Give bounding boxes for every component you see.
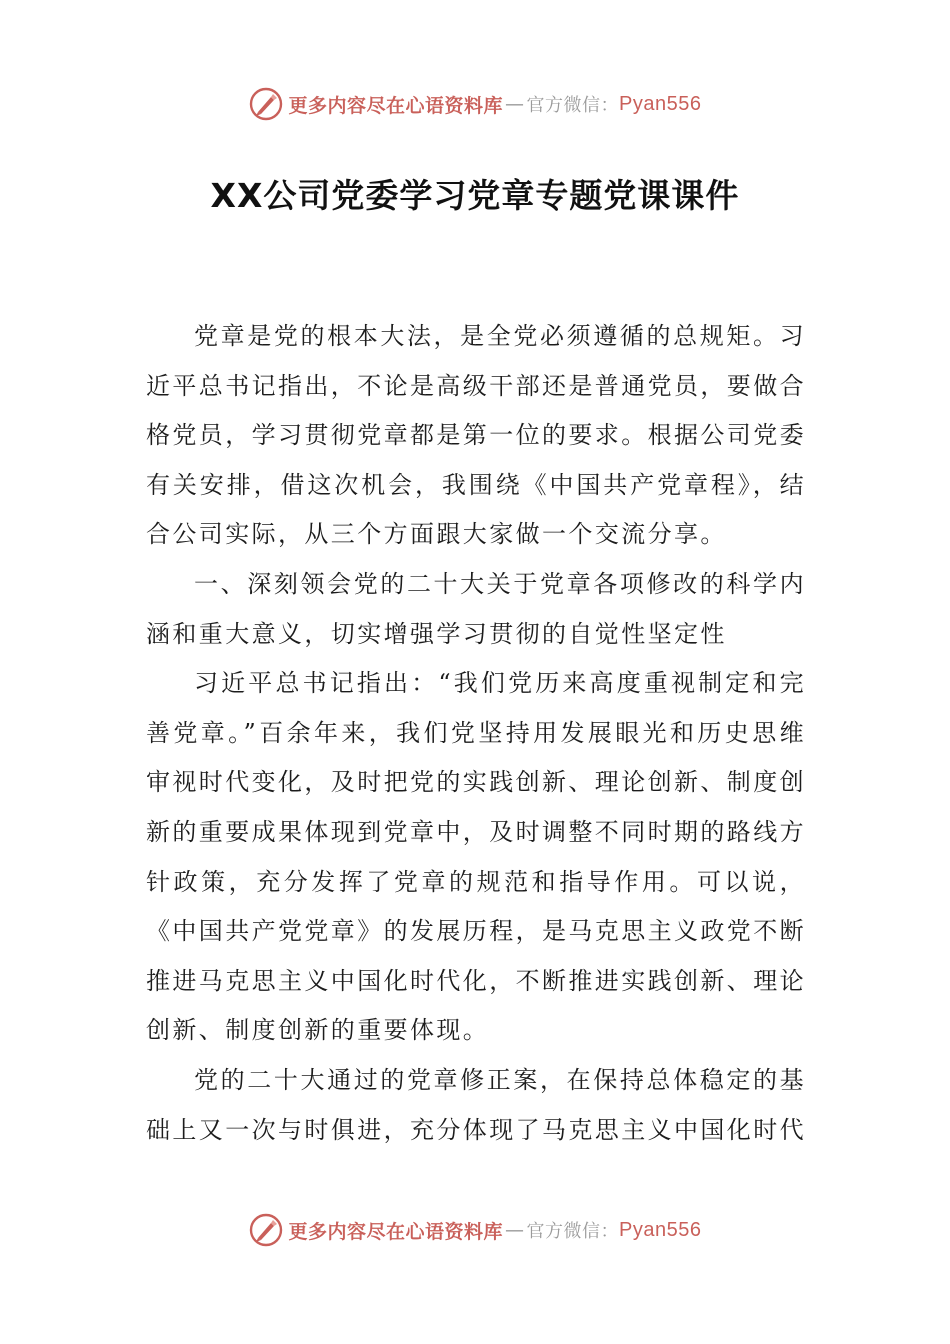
paragraph-history: 习近平总书记指出：“我们党历来高度重视制定和完善党章。”百余年来，我们党坚持用发展眼光和历史思维审视时代变化，及时把党的实践创新、理论创新、制度创新的重要成果体现到党章中，及时调整不同时期的路线方针政策，充分发挥了党章的规范和指导作用。可以说，《中国共产党党章》的发展历程，是马克思主义政党不断推进马克思主义中国化时代化，不断推进实践创新、理论创新、制度创新的重要体现。 [146, 669, 806, 1045]
watermark-contact-value: Pyan556 [619, 92, 702, 115]
watermark-site-text: 更多内容尽在心语资料库 [288, 1220, 504, 1243]
paragraph-intro: 党章是党的根本大法，是全党必须遵循的总规矩。习近平总书记指出，不论是高级干部还是普通党员，要做合格党员，学习贯彻党章都是第一位的要求。根据公司党委有关安排，借这次机会，我围绕《中国共产党章程》，结合公司实际，从三个方面跟大家做一个交流分享。 [146, 322, 806, 549]
watermark-contact-label: 官方微信： [526, 1221, 620, 1242]
paragraph-amendment: 党的二十大通过的党章修正案，在保持总体稳定的基础上又一次与时俱进，充分体现了马克思主义中国化时代 [146, 1065, 806, 1144]
section-heading-one: 一、深刻领会党的二十大关于党章各项修改的科学内涵和重大意义，切实增强学习贯彻的自觉性坚定性 [146, 569, 806, 648]
document-body [146, 312, 806, 1155]
pen-logo-icon [249, 1213, 283, 1247]
document-title: XX公司党委学习党章专题党课课件 [210, 176, 740, 215]
watermark-dash: — [505, 93, 525, 115]
watermark-dash: — [505, 1219, 525, 1241]
header-watermark [0, 84, 950, 124]
footer-watermark [0, 1210, 950, 1250]
watermark-contact-value: Pyan556 [619, 1218, 702, 1241]
watermark-contact-label: 官方微信： [526, 95, 620, 116]
watermark-site-text: 更多内容尽在心语资料库 [288, 94, 504, 117]
pen-logo-icon [249, 87, 283, 121]
